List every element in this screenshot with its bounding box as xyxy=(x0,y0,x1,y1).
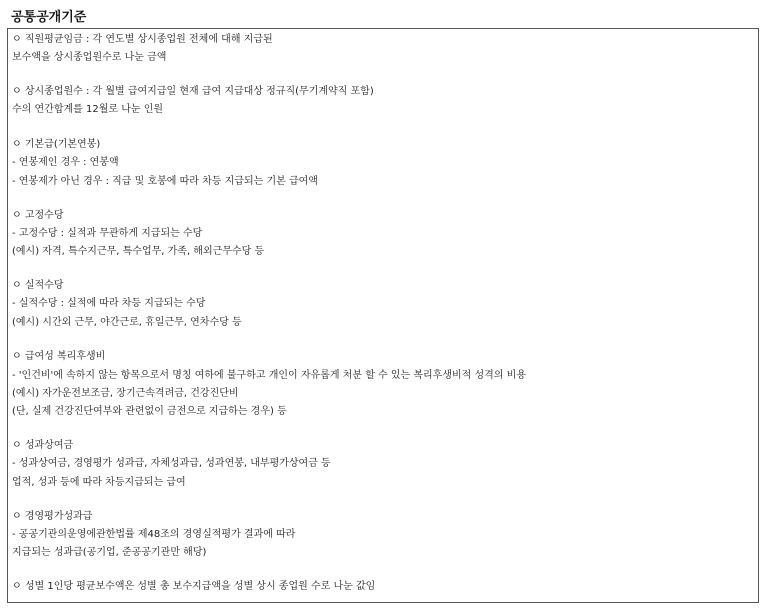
section-employees-heading: ㅇ 상시종업원수 : 각 월별 급여지급일 현재 급여 지급대상 정규직(무기계약직 포함) xyxy=(12,86,374,97)
section-avg-wage-text: 보수액을 상시종업원수로 나눈 금액 xyxy=(12,52,167,63)
criteria-box xyxy=(7,28,759,603)
section-welfare-item: - '인건비'에 속하지 않는 항목으로서 명칭 여하에 불구하고 개인이 자유롭게 처분 할 수 있는 복리후생비적 성격의 비용 xyxy=(12,370,526,381)
section-base-pay-item-1: - 연봉제인 경우 : 연봉액 xyxy=(12,157,119,168)
section-gender-pay-note: ㅇ 성별 1인당 평균보수액은 성별 총 보수지급액을 성별 상시 종업원 수로 나눈 값임 xyxy=(12,581,376,592)
section-welfare-heading: ㅇ 급여성 복리후생비 xyxy=(12,351,106,362)
section-bonus-text: 업적, 성과 등에 따라 차등지급되는 급여 xyxy=(12,477,186,488)
section-fixed-allowance-heading: ㅇ 고정수당 xyxy=(12,210,64,221)
section-eval-bonus-item: - 공공기관의운영에관한법률 제48조의 경영실적평가 결과에 따라 xyxy=(12,529,296,540)
page-title: 공통공개기준 xyxy=(11,10,87,25)
section-avg-wage-heading: ㅇ 직원평균임금 : 각 연도별 상시종업원 전체에 대해 지급된 xyxy=(12,34,273,45)
section-bonus-item: - 성과상여금, 경영평가 성과급, 자체성과급, 성과연봉, 내부평가상여금 등 xyxy=(12,458,331,469)
section-welfare-example: (예시) 자가운전보조금, 장기근속격려금, 건강진단비 xyxy=(12,388,239,399)
section-fixed-allowance-item: - 고정수당 : 실적과 무관하게 지급되는 수당 xyxy=(12,228,203,239)
section-base-pay-item-2: - 연봉제가 아닌 경우 : 직급 및 호봉에 따라 차등 지급되는 기본 급여액 xyxy=(12,176,318,187)
section-bonus-heading: ㅇ 성과상여금 xyxy=(12,440,74,451)
section-employees-text: 수의 연간합계를 12월로 나눈 인원 xyxy=(12,104,164,115)
section-performance-allowance-item: - 실적수당 : 실적에 따라 차등 지급되는 수당 xyxy=(12,298,206,309)
section-eval-bonus-heading: ㅇ 경영평가성과급 xyxy=(12,511,93,522)
section-performance-allowance-heading: ㅇ 실적수당 xyxy=(12,280,64,291)
section-fixed-allowance-example: (예시) 자격, 특수지근무, 특수업무, 가족, 해외근무수당 등 xyxy=(12,246,265,257)
section-welfare-note: (단, 실제 건강진단여부와 관련없이 금전으로 지급하는 경우) 등 xyxy=(12,406,287,417)
section-base-pay-heading: ㅇ 기본급(기본연봉) xyxy=(12,139,101,150)
section-eval-bonus-text: 지급되는 성과급(공기업, 준공공기관만 해당) xyxy=(12,547,207,558)
section-performance-allowance-example: (예시) 시간외 근무, 야간근로, 휴일근무, 연차수당 등 xyxy=(12,317,242,328)
